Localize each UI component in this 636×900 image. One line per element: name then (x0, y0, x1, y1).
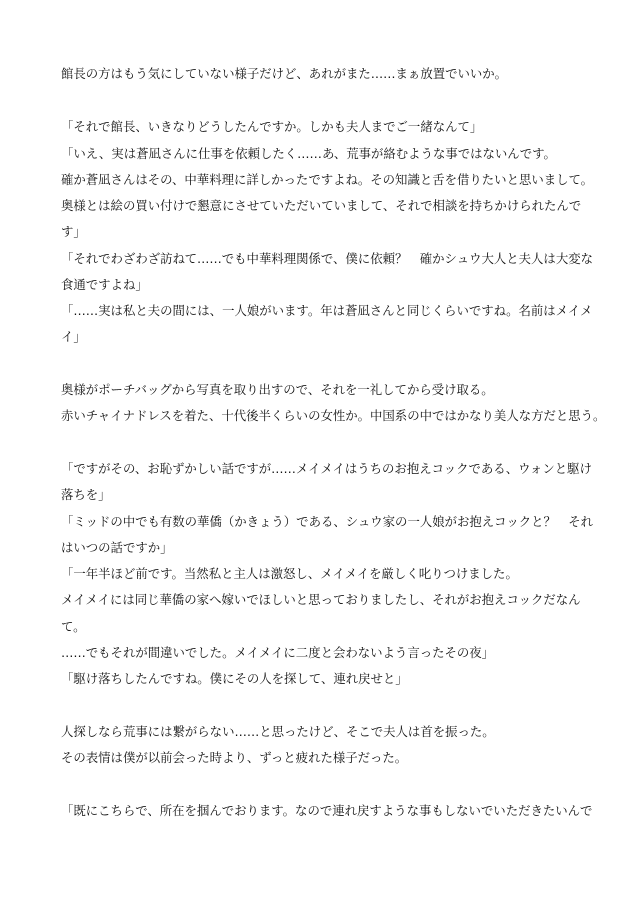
text-line: ……でもそれが間違いでした。メイメイに二度と会わないよう言ったその夜」 (61, 645, 495, 660)
text-line: メイメイには同じ華僑の家へ嫁いでほしいと思っておりましたし、それがお抱えコックだなん (61, 592, 581, 607)
text-line: 「ですがその、お恥ずかしい話ですが……メイメイはうちのお抱えコックである、ウォンと駆け (61, 461, 592, 476)
text-line: 食通ですよね」 (61, 277, 148, 292)
text-line: 「それでわざわざ訪ねて……でも中華料理関係で、僕に依頼？ 確かシュウ大人と夫人は大変な (61, 251, 593, 266)
text-line: 人探しなら荒事には繋がらない……と思ったけど、そこで夫人は首を振った。 (61, 724, 495, 739)
text-line: 「ミッドの中でも有数の華僑（かきょう）である、シュウ家の一人娘がお抱えコックと？ それ (61, 514, 594, 529)
text-line: 「既にこちらで、所在を掴んでおります。なので連れ戻すような事もしないでいただきたいんで (61, 803, 593, 818)
text-line: 館長の方はもう気にしていない様子だけど、あれがまた……まぁ放置でいいか。 (61, 66, 508, 81)
text-line: はいつの話ですか」 (61, 540, 173, 555)
text-line: す」 (61, 224, 86, 239)
text-line: 「……実は私と夫の間には、一人娘がいます。年は蒼凪さんと同じくらいですね。名前はメイメ (61, 303, 593, 318)
text-line: 落ちを」 (61, 487, 111, 502)
text-line: 「駆け落ちしたんですね。僕にその人を探して、連れ戻せと」 (61, 671, 408, 686)
text-line: 「それで館長、いきなりどうしたんですか。しかも夫人までご一緒なんて」 (61, 119, 483, 134)
text-line: 確か蒼凪さんはその、中華料理に詳しかったですよね。その知識と舌を借りたいと思いまして。 (61, 172, 594, 187)
text-line: 「いえ、実は蒼凪さんに仕事を依頼したく……あ、荒事が絡むような事ではないんです。 (61, 146, 556, 161)
text-line: その表情は僕が以前会った時より、ずっと疲れた様子だった。 (61, 750, 408, 765)
text-line: 「一年半ほど前です。当然私と主人は激怒し、メイメイを厳しく叱りつけました。 (61, 566, 518, 581)
text-line: 赤いチャイナドレスを着た、十代後半くらいの女性か。中国系の中ではかなり美人な方だと思う。 (61, 408, 606, 423)
text-line: 奥様とは絵の買い付けで懇意にさせていただいていまして、それで相談を持ちかけられたんで (61, 198, 582, 213)
text-line: イ」 (61, 329, 86, 344)
text-line: 奥様がポーチバッグから写真を取り出すので、それを一礼してから受け取る。 (61, 382, 494, 397)
text-line: て。 (61, 619, 86, 634)
